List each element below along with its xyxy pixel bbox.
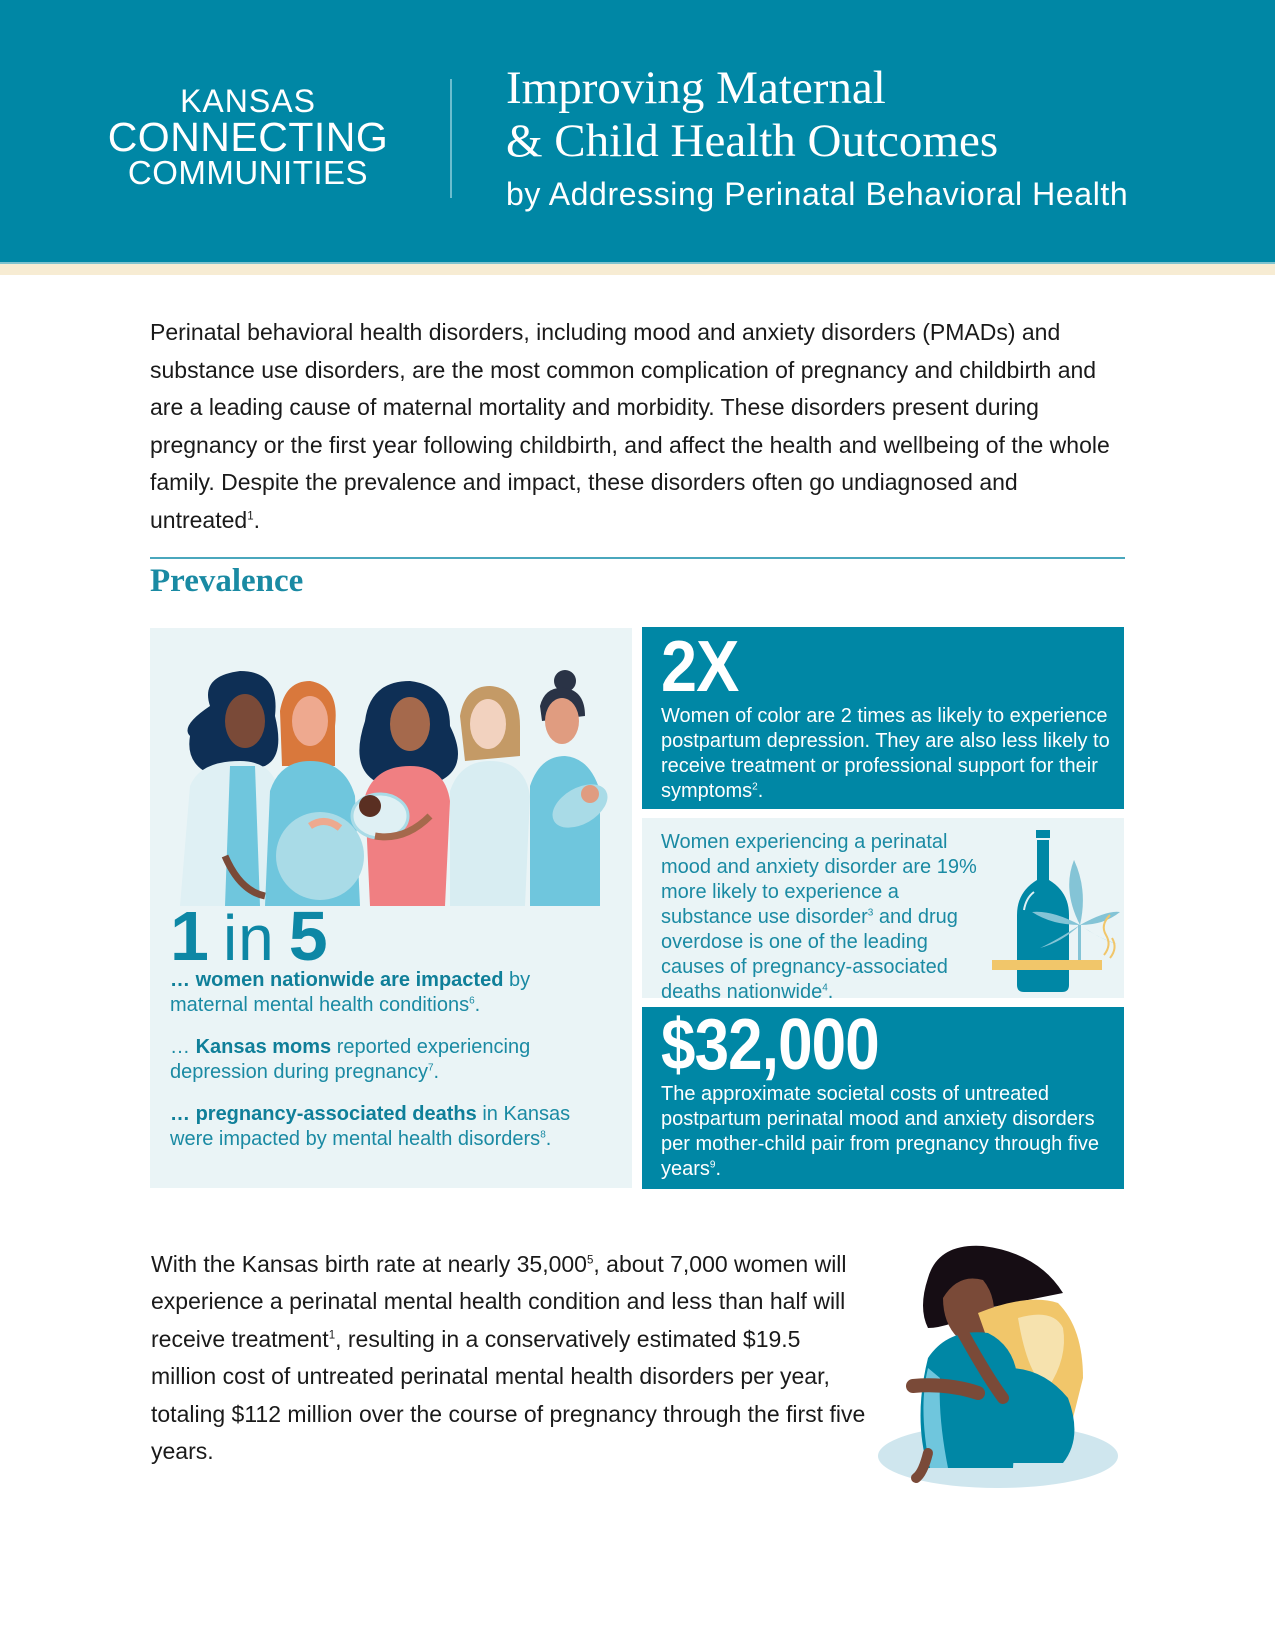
- woman-with-baby-figure: [352, 681, 458, 906]
- stat-bold: pregnancy-associated deaths: [195, 1103, 477, 1125]
- footnote-ref: 6: [469, 995, 475, 1007]
- stat-list: [170, 968, 610, 1169]
- card-end: .: [757, 780, 764, 802]
- two-x-card: [642, 627, 1124, 809]
- bottle-and-cannabis-icon: [992, 830, 1122, 992]
- pregnant-woman-figure: [265, 681, 364, 906]
- one-in-five-panel: [150, 628, 632, 1188]
- footnote-ref: 1: [328, 1329, 336, 1342]
- page-title: [506, 62, 998, 168]
- substance-use-card: [642, 818, 1124, 1003]
- footnote-ref: 1: [247, 510, 254, 523]
- footnote-ref: 3: [867, 907, 874, 919]
- big-stat-cost: $32,000: [661, 1005, 879, 1085]
- ratio-first: 1: [170, 897, 209, 975]
- stat-prefix: …: [170, 1103, 196, 1125]
- woman-figure: [180, 671, 280, 906]
- card-end: .: [827, 981, 834, 1003]
- group-of-women-illustration: [170, 666, 610, 906]
- outro-text-end: , resulting in a conservatively estimated $19.5 million cost of untreated perinatal mental health disorders per year, totaling $112 million over the course of pregnancy through the first five years.: [151, 1325, 866, 1465]
- card-body: Women experiencing a perinatal mood and anxiety disorder are 19% more likely to experience a substance use disorder: [661, 831, 977, 928]
- card-text: [661, 1082, 1121, 1182]
- distressed-woman-illustration: [868, 1238, 1118, 1493]
- card-body: Women of color are 2 times as likely to experience postpartum depression. They are also less likely to receive treatment or professional support for their symptoms: [661, 705, 1110, 802]
- stat-item: [170, 1035, 610, 1085]
- card-text: [661, 830, 981, 1005]
- kansas-connecting-communities-logo: [88, 84, 408, 190]
- logo-line-3: COMMUNITIES: [127, 154, 369, 191]
- section-heading-prevalence: Prevalence: [150, 563, 304, 599]
- card-end: .: [715, 1158, 722, 1180]
- ratio-last: 5: [288, 897, 328, 975]
- stat-end: .: [545, 1128, 552, 1150]
- section-divider: [150, 557, 1125, 559]
- stat-text: by maternal mental health conditions: [170, 969, 531, 1016]
- footnote-ref: 9: [709, 1159, 716, 1171]
- banner-cream-strip: [0, 264, 1275, 275]
- stat-text: reported experiencing depression during pregnancy: [170, 1036, 531, 1083]
- footnote-ref: 4: [822, 982, 828, 994]
- stat-item: [170, 1102, 610, 1152]
- footnote-ref: 5: [586, 1254, 594, 1267]
- stat-item: [170, 968, 610, 1018]
- intro-text: Perinatal behavioral health disorders, including mood and anxiety disorders (PMADs) and substance use disorders, are the most common complication of pregnancy and childbirth and are a leading cause of maternal mortality and morbidity. These disorders present during pregnancy or the first year following childbirth, and affect the health and wellbeing of the whole family. Despite the prevalence and impact, these disorders often go undiagnosed and untreated: [150, 319, 1110, 533]
- intro-paragraph: [150, 314, 1130, 540]
- card-body: The approximate societal costs of untreated postpartum perinatal mood and anxiety disorders per mother-child pair from pregnancy through five years: [661, 1083, 1099, 1180]
- header-divider: [450, 79, 452, 198]
- societal-cost-card: [642, 1007, 1124, 1189]
- woman-figure: [450, 686, 530, 906]
- title-line-1: Improving Maternal: [506, 62, 886, 114]
- stat-bold: women nationwide are impacted: [195, 969, 504, 991]
- card-body-continued: and drug overdose is one of the leading causes of pregnancy-associated deaths nationwide: [661, 906, 958, 1003]
- logo-line-2: CONNECTING: [107, 114, 389, 160]
- outro-paragraph: [151, 1246, 871, 1470]
- outro-text: With the Kansas birth rate at nearly 35,000: [151, 1251, 587, 1277]
- logo-line-1: KANSAS: [180, 83, 316, 119]
- footnote-ref: 7: [427, 1062, 434, 1074]
- page-subtitle: by Addressing Perinatal Behavioral Health: [506, 176, 1129, 212]
- one-in-five-stat: [170, 896, 328, 978]
- woman-with-baby-figure: [530, 670, 610, 906]
- stat-prefix: …: [170, 1036, 196, 1058]
- stat-prefix: …: [170, 969, 196, 991]
- ratio-middle: in: [222, 902, 275, 974]
- outro-text-continued: , about 7,000 women will experience a perinatal mental health condition and less than half will receive treatment: [151, 1251, 847, 1352]
- stat-text: in Kansas were impacted by mental health disorders: [170, 1103, 571, 1150]
- big-stat-2x: 2X: [661, 627, 739, 707]
- title-line-2: & Child Health Outcomes: [506, 115, 999, 167]
- stat-end: .: [433, 1061, 440, 1083]
- footnote-ref: 8: [540, 1129, 546, 1141]
- stat-end: .: [474, 994, 481, 1016]
- card-text: [661, 704, 1121, 804]
- footnote-ref: 2: [752, 781, 758, 793]
- intro-end: .: [253, 506, 260, 533]
- stat-bold: Kansas moms: [195, 1036, 332, 1058]
